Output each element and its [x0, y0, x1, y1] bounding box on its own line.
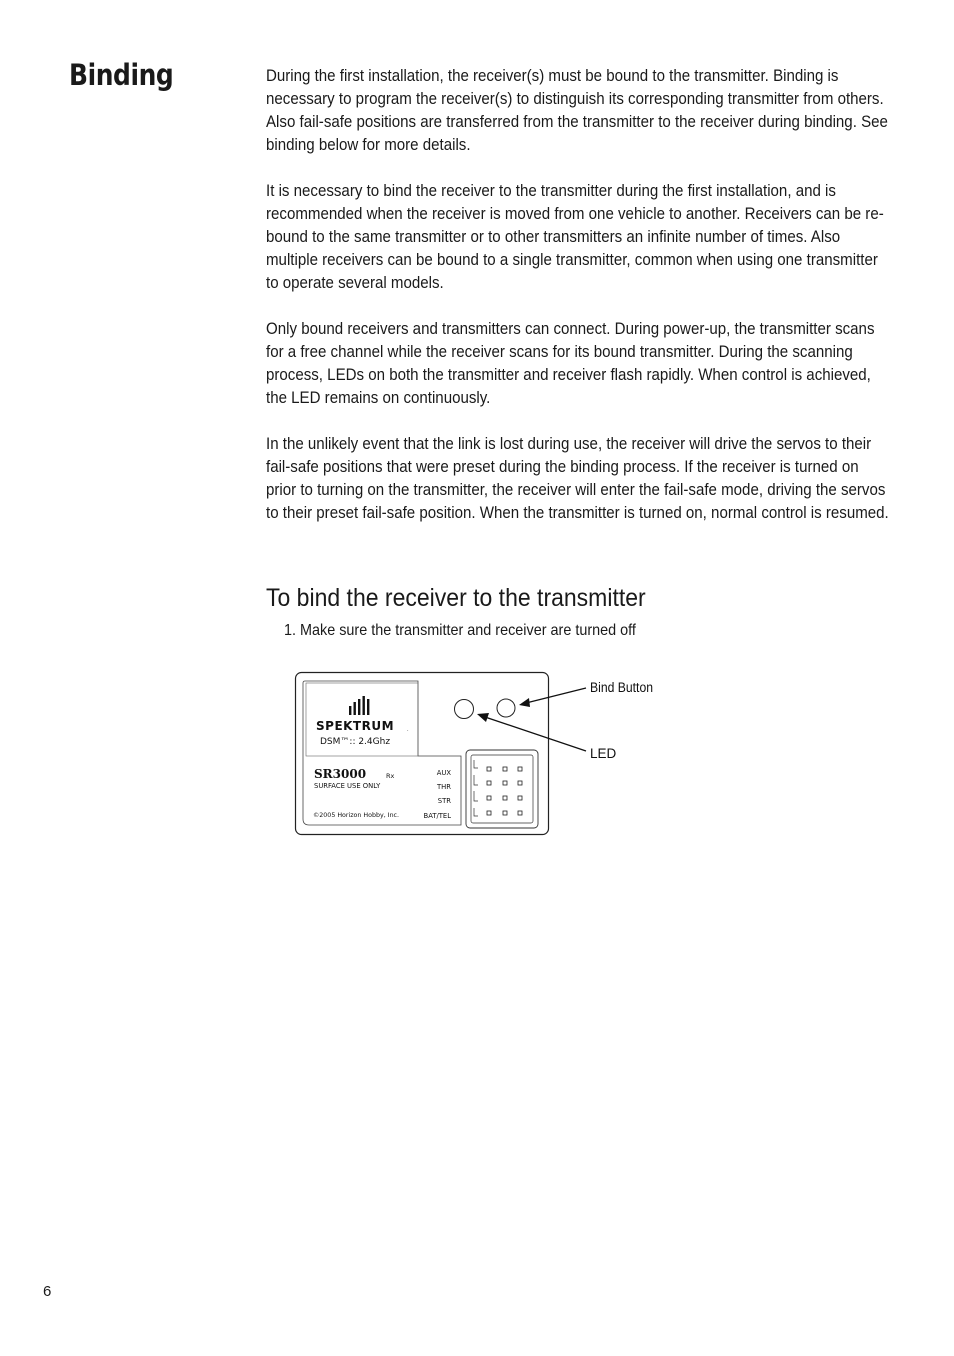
led-callout: LED: [590, 746, 617, 761]
paragraph-2: It is necessary to bind the receiver to the transmitter during the first installation, and is recommended when the receiver is moved from one vehicle to another. Receivers can be re-bound to the same transmitter or to other transmitters an infinite number of times. Also multiple receivers can be bound to a single transmitter, common when using one transmitter to operate several models.: [266, 182, 884, 292]
bind-callout-line: [526, 688, 586, 703]
surface-note: SURFACE USE ONLY: [314, 782, 381, 790]
bind-callout-arrowhead: [519, 698, 530, 707]
label-panel: [306, 683, 418, 756]
port-label-thr: THR: [437, 783, 451, 791]
page-number: 6: [43, 1283, 52, 1300]
receiver-case: [296, 673, 549, 835]
subheading: To bind the receiver to the transmitter: [266, 584, 646, 612]
connector-housing: [466, 750, 538, 828]
model-suffix: Rx: [386, 772, 395, 780]
section-heading: Binding: [69, 58, 174, 92]
copyright-text: ©2005 Horizon Hobby, Inc.: [313, 812, 400, 819]
bind-button-callout: Bind Button: [590, 680, 653, 695]
receiver-label-outline: [303, 681, 461, 825]
led-callout-line: [485, 717, 586, 751]
port-label-aux: AUX: [436, 769, 451, 777]
port-label-bat: BAT/TEL: [423, 812, 451, 820]
connector-inner: [471, 755, 533, 823]
paragraph-4: In the unlikely event that the link is lost during use, the receiver will drive the servos to their fail-safe positions that were preset during the binding process. If the receiver is turned on prior to turning on the transmitter, the receiver will enter the fail-safe mode, driving the servos to their preset fail-safe position. When the transmitter is turned on, normal control is resumed.: [266, 435, 889, 522]
led-callout-arrowhead: [477, 713, 489, 722]
led-indicator: [455, 700, 474, 719]
dsm-text: DSM™:: 2.4Ghz: [320, 737, 391, 747]
brand-trademark: .: [407, 727, 409, 733]
paragraph-3: Only bound receivers and transmitters can connect. During power-up, the transmitter scans for a free channel while the receiver scans for its bound transmitter. During the scanning process, LEDs on both the transmitter and receiver flash rapidly. When control is achieved, the LED remains on continuously.: [266, 320, 875, 407]
port-label-str: STR: [437, 797, 451, 805]
spektrum-logo-icon: [349, 696, 369, 715]
bind-button[interactable]: [497, 699, 515, 717]
model-name: SR3000: [314, 767, 367, 781]
body-text: [266, 65, 906, 548]
connector-notches: [474, 760, 478, 816]
step-1: 1. Make sure the transmitter and receiver are turned off: [284, 622, 636, 639]
connector-pins: [487, 767, 522, 815]
brand-text: SPEKTRUM: [316, 719, 395, 733]
paragraph-1: During the first installation, the receiver(s) must be bound to the transmitter. Binding is necessary to program the receiver(s) to distinguish its corresponding transmitter from others. Also fail-safe positions are transferred from the transmitter to the receiver during binding. See binding below for more details.: [266, 67, 888, 154]
